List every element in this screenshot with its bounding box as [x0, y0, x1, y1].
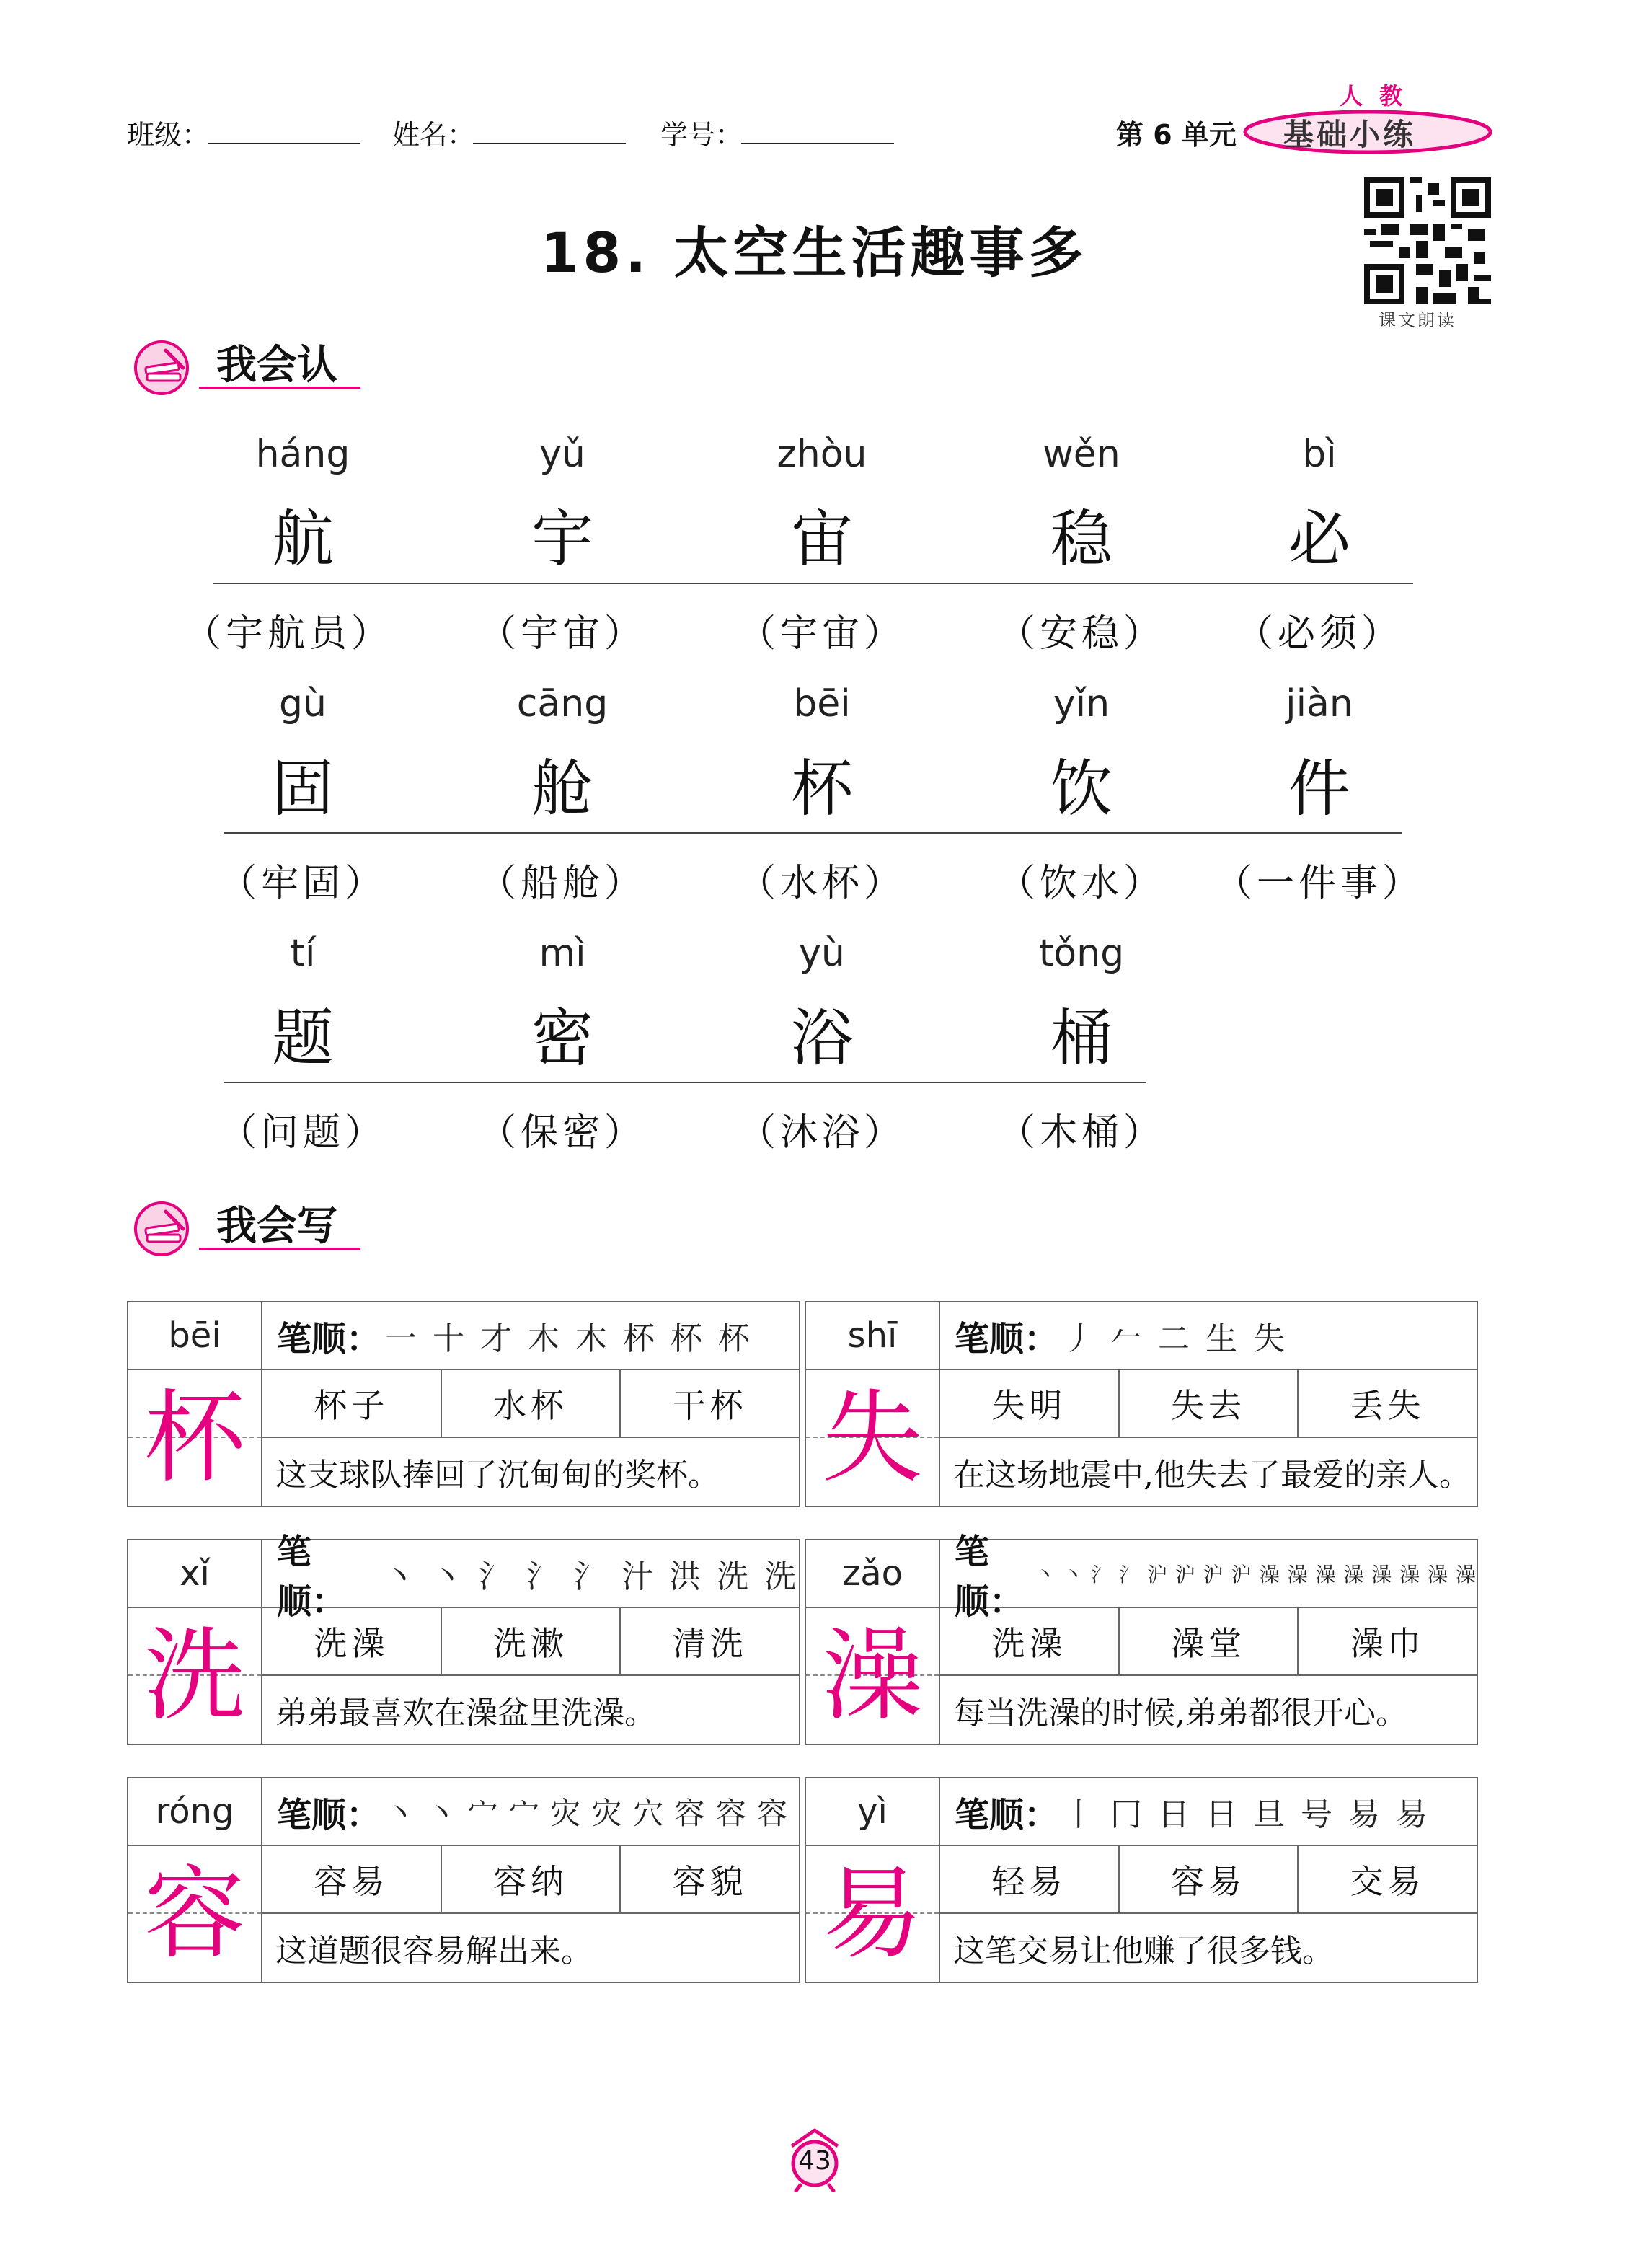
stroke-order — [262, 1778, 799, 1846]
example-word: （安稳） — [997, 612, 1165, 656]
number-blank[interactable] — [741, 143, 894, 144]
card-pinyin: bēi — [128, 1302, 262, 1370]
card-word: 干杯 — [672, 1386, 748, 1425]
card-word: 容易 — [1120, 1846, 1299, 1912]
card-word: 洗漱 — [442, 1608, 621, 1674]
write-card — [805, 1777, 1478, 1983]
class-blank[interactable] — [208, 143, 360, 144]
card-word: 失明 — [940, 1370, 1120, 1437]
stroke-sequence: 一 十 才 木 木 杯 杯 杯 — [385, 1320, 753, 1357]
pinyin: gù — [279, 682, 327, 725]
character: 必 — [1288, 503, 1350, 575]
section-write-title: 我会写 — [216, 1203, 337, 1250]
character: 桶 — [1050, 1002, 1112, 1075]
card-word: 丢失 — [1350, 1386, 1425, 1425]
stroke-order — [940, 1302, 1477, 1370]
stroke-sequence: 丿 𠂉 二 生 失 — [1063, 1320, 1288, 1357]
series-badge: 基础小练 — [1283, 117, 1417, 152]
card-word: 容易 — [262, 1846, 442, 1912]
section-recognize-underline — [199, 387, 360, 389]
character: 舱 — [531, 753, 593, 825]
pinyin: yǐn — [1053, 682, 1110, 725]
tianzi-box[interactable] — [128, 1370, 262, 1506]
pinyin: yǔ — [539, 433, 585, 476]
pinyin: háng — [255, 433, 350, 476]
card-character: 澡 — [821, 1618, 923, 1735]
card-character: 容 — [143, 1856, 245, 1973]
stroke-sequence: 丶 丶 氵 氵 沪 沪 沪 沪 澡 澡 澡 澡 澡 澡 澡 澡 — [1035, 1563, 1477, 1587]
card-pinyin: shī — [806, 1302, 940, 1370]
section-write-underline — [199, 1248, 360, 1250]
word-row — [262, 1370, 799, 1438]
example-word: （船舱） — [478, 862, 646, 905]
pinyin: tí — [290, 932, 316, 975]
card-word: 洗澡 — [262, 1608, 442, 1674]
write-card — [127, 1301, 800, 1507]
example-sentence: 这笔交易让他赚了很多钱。 — [953, 1933, 1334, 1969]
page-title: 18. 太空生活趣事多 — [540, 221, 1088, 285]
example-word: （木桶） — [997, 1111, 1165, 1155]
word-row — [262, 1608, 799, 1676]
page-number: 43 — [798, 2146, 831, 2176]
card-word: 容纳 — [442, 1846, 621, 1912]
card-pinyin: xǐ — [128, 1540, 262, 1608]
card-word: 澡堂 — [1120, 1608, 1299, 1674]
example-word: （一件事） — [1214, 862, 1424, 905]
tianzi-box[interactable] — [806, 1608, 940, 1744]
example-word: （宇宙） — [478, 612, 646, 656]
tianzi-box[interactable] — [806, 1846, 940, 1982]
tianzi-box[interactable] — [128, 1608, 262, 1744]
pinyin: tǒng — [1038, 932, 1125, 975]
write-card — [127, 1777, 800, 1983]
stroke-sequence: 丨 冂 日 日 旦 号 易 易 — [1063, 1796, 1430, 1833]
character: 稳 — [1050, 503, 1112, 575]
character: 浴 — [791, 1002, 853, 1075]
pinyin: jiàn — [1286, 682, 1353, 725]
number-label: 学号： — [660, 119, 743, 151]
card-word: 洗澡 — [940, 1608, 1120, 1674]
stroke-order — [262, 1532, 799, 1622]
word-row — [940, 1608, 1477, 1676]
example-word: （宇宙） — [738, 612, 906, 656]
card-word: 水杯 — [442, 1370, 621, 1437]
row-rule — [213, 583, 1413, 584]
publisher-label: 人 教 — [1340, 82, 1407, 110]
stroke-order — [940, 1778, 1477, 1846]
card-word: 交易 — [1350, 1862, 1425, 1901]
tianzi-box[interactable] — [806, 1370, 940, 1506]
card-pinyin: yì — [806, 1778, 940, 1846]
name-blank[interactable] — [473, 143, 626, 144]
stroke-label: 笔顺： — [955, 1794, 1059, 1835]
qr-caption: 课文朗读 — [1379, 310, 1456, 330]
character: 宇 — [531, 503, 593, 575]
card-word: 失去 — [1120, 1370, 1299, 1437]
example-sentence: 在这场地震中,他失去了最爱的亲人。 — [953, 1457, 1471, 1493]
example-word: （问题） — [218, 1111, 386, 1155]
example-word: （沐浴） — [738, 1111, 906, 1155]
stroke-order — [262, 1302, 799, 1370]
section-recognize-title: 我会认 — [216, 342, 337, 389]
tianzi-box[interactable] — [128, 1846, 262, 1982]
example-word: （必须） — [1235, 612, 1403, 656]
write-card — [127, 1532, 800, 1745]
character: 杯 — [791, 753, 853, 825]
stroke-label: 笔顺： — [277, 1532, 347, 1622]
example-sentence: 每当洗澡的时候,弟弟都很开心。 — [953, 1695, 1407, 1731]
card-pinyin: zǎo — [806, 1540, 940, 1608]
book-stack-icon — [130, 336, 199, 397]
pinyin: cāng — [516, 682, 609, 725]
word-row — [940, 1846, 1477, 1914]
pinyin: zhòu — [777, 433, 867, 476]
character: 件 — [1288, 753, 1350, 825]
example-word: （宇航员） — [183, 612, 393, 656]
pinyin: bì — [1302, 433, 1337, 476]
card-pinyin: róng — [128, 1778, 262, 1846]
card-word: 容貌 — [672, 1862, 748, 1901]
example-sentence: 弟弟最喜欢在澡盆里洗澡。 — [275, 1695, 656, 1731]
write-card — [805, 1532, 1478, 1745]
name-label: 姓名： — [392, 119, 475, 151]
pinyin: bēi — [793, 682, 851, 725]
card-character: 失 — [821, 1380, 923, 1497]
stroke-label: 笔顺： — [277, 1318, 381, 1359]
character: 固 — [272, 753, 334, 825]
word-row — [262, 1846, 799, 1914]
character: 航 — [272, 503, 334, 575]
pinyin: wěn — [1043, 433, 1120, 476]
example-word: （水杯） — [738, 862, 906, 905]
card-word: 澡巾 — [1350, 1624, 1425, 1663]
example-word: （保密） — [478, 1111, 646, 1155]
card-character: 杯 — [143, 1380, 245, 1497]
character: 密 — [531, 1002, 593, 1075]
stroke-sequence: 丶 丶 氵 氵 氵 汁 洪 洗 洗 — [384, 1558, 799, 1595]
character: 宙 — [791, 503, 853, 575]
stroke-sequence: 丶 丶 宀 宀 灾 灾 穴 容 容 容 — [385, 1796, 789, 1831]
example-sentence: 这道题很容易解出来。 — [275, 1933, 593, 1969]
unit-label: 第 6 单元 — [1116, 119, 1237, 151]
write-card — [805, 1301, 1478, 1507]
character: 饮 — [1050, 753, 1112, 825]
card-character: 洗 — [143, 1618, 245, 1735]
stroke-label: 笔顺： — [955, 1318, 1059, 1359]
class-label: 班级： — [127, 119, 210, 151]
stroke-label: 笔顺： — [955, 1532, 1025, 1622]
pinyin: yù — [799, 932, 845, 975]
card-word: 清洗 — [672, 1624, 748, 1663]
pinyin: mì — [539, 932, 586, 975]
row-rule — [224, 832, 1402, 834]
word-row — [940, 1370, 1477, 1438]
card-word: 轻易 — [940, 1846, 1120, 1912]
stroke-order — [940, 1532, 1477, 1622]
card-word: 杯子 — [262, 1370, 442, 1437]
example-sentence: 这支球队捧回了沉甸甸的奖杯。 — [275, 1457, 720, 1493]
example-word: （饮水） — [997, 862, 1165, 905]
stroke-label: 笔顺： — [277, 1794, 381, 1835]
row-rule — [224, 1082, 1146, 1083]
card-character: 易 — [821, 1856, 923, 1973]
character: 题 — [272, 1002, 334, 1075]
example-word: （牢固） — [218, 862, 386, 905]
book-stack-icon-2 — [130, 1197, 199, 1258]
